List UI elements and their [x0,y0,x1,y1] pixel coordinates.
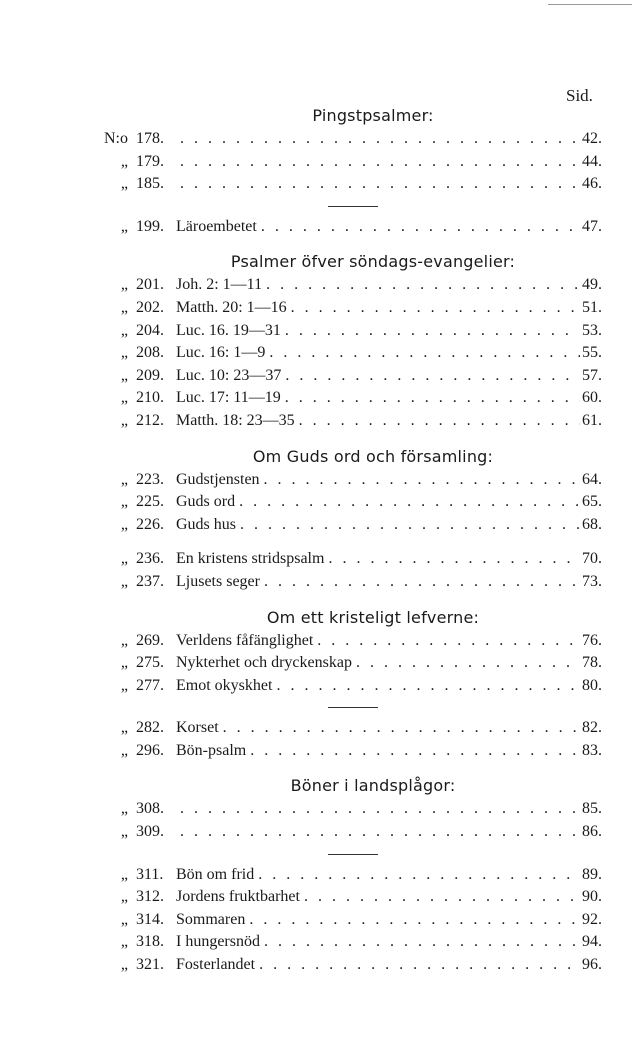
section-divider [0,844,632,864]
entry-number: 208. [136,344,164,362]
toc-entry [0,491,632,514]
entry-body [176,216,602,239]
entry-page-number: 92. [582,910,602,928]
entry-page-number: 90. [582,888,602,906]
entry-page-number: 85. [582,800,602,818]
toc-entry [0,469,632,492]
entry-number: 308. [136,800,164,818]
entry-number: 321. [136,956,164,974]
page-column-label: Sid. [566,86,593,105]
entry-prefix: „ [120,956,128,974]
entry-page-number: 73. [582,572,602,590]
entry-prefix: „ [120,217,128,235]
toc-entry [0,886,632,909]
entry-page-number: 60. [582,389,602,407]
entry-body [176,652,602,675]
entry-body [176,387,602,410]
entry-page-number: 78. [582,654,602,672]
entry-title: Ljusets seger [176,572,260,590]
entry-title: I hungersnöd [176,933,260,951]
entry-number: 210. [136,389,164,407]
entry-number: 225. [136,493,164,511]
entry-page-number: 70. [582,550,602,568]
dot-leader [269,342,580,365]
dot-leader [258,864,580,887]
section-heading: Pingstpsalmer: [312,106,434,125]
dot-leader [304,886,580,909]
section-heading: Om ett kristeligt lefverne: [266,607,480,627]
dot-leader [250,740,580,763]
dot-leader [299,410,580,433]
entry-number: 201. [136,276,164,294]
entry-body [176,342,602,365]
entry-number: 309. [136,823,164,841]
entry-number: 237. [136,572,164,590]
toc-entry [0,798,632,821]
entry-title: Korset [176,719,219,737]
entry-prefix: „ [120,366,128,384]
entry-prefix: „ [120,175,128,193]
toc-entry [0,410,632,433]
entry-body [176,571,602,594]
entry-prefix: „ [120,865,128,883]
entry-number: 209. [136,366,164,384]
toc-entry [0,909,632,932]
entry-title: Bön om frid [176,865,255,883]
entry-body [176,931,602,954]
entry-prefix: „ [120,910,128,928]
entry-number: 202. [136,298,164,316]
entry-body [176,717,602,740]
toc-entry [0,387,632,410]
entry-title: Matth. 20: 1—16 [176,298,287,316]
entry-number: 269. [136,631,164,649]
entry-prefix: „ [120,493,128,511]
section-divider [0,697,632,717]
entry-title: Verldens fåfänglighet [176,631,314,649]
entry-body [176,548,602,571]
entry-page-number: 96. [582,956,602,974]
entry-title: Luc. 16. 19—31 [176,321,281,339]
section-gap [0,238,632,250]
entry-prefix: „ [120,631,128,649]
entry-title: Sommaren [176,910,246,928]
entry-prefix: „ [120,719,128,737]
section-heading: Böner i landsplågor: [290,776,456,796]
entry-number: 226. [136,515,164,533]
dot-leader [285,365,580,388]
entry-page-number: 86. [582,823,602,841]
entry-prefix: „ [120,572,128,590]
entry-page-number: 76. [582,631,602,649]
entry-number: 236. [136,550,164,568]
dot-leader [180,128,580,151]
toc-entry [0,151,632,174]
entry-title: Gudstjensten [176,470,260,488]
dot-leader [180,173,580,196]
entry-body [176,864,602,887]
toc-entry [0,128,632,151]
dot-leader [276,675,580,698]
dot-leader [249,909,580,932]
dot-leader [261,216,580,239]
entry-page-number: 49. [582,276,602,294]
entry-prefix: „ [120,470,128,488]
entry-number: 223. [136,470,164,488]
toc-entry [0,514,632,537]
entry-prefix: „ [120,152,128,170]
entry-number: 296. [136,741,164,759]
section-gap [0,594,632,606]
entry-title: Läroembetet [176,217,257,235]
toc-entry [0,954,632,977]
entry-number: 185. [136,175,164,193]
entry-body [176,954,602,977]
entry-number: 204. [136,321,164,339]
entry-title: Luc. 16: 1—9 [176,344,266,362]
entry-title: Bön-psalm [176,741,247,759]
entry-body [176,630,602,653]
entry-prefix: „ [120,298,128,316]
entry-number: 311. [136,865,164,883]
section-gap [0,762,632,774]
entry-page-number: 44. [582,152,602,170]
entry-number: 275. [136,654,164,672]
entry-body [176,151,602,174]
entry-page-number: 55. [582,344,602,362]
toc-entry [0,365,632,388]
entry-prefix: „ [120,411,128,429]
dot-leader [356,652,580,675]
entry-body [176,274,602,297]
section-gap [0,536,632,548]
dot-leader [285,387,580,410]
dot-leader [266,274,580,297]
entry-title: Guds ord [176,493,236,511]
entry-prefix: „ [120,276,128,294]
entry-prefix: „ [120,823,128,841]
entry-page-number: 51. [582,298,602,316]
entry-body [176,365,602,388]
dot-leader [180,821,580,844]
toc-entry [0,652,632,675]
entry-body [176,514,602,537]
entry-body [176,320,602,343]
dot-leader [264,571,580,594]
entry-page-number: 83. [582,741,602,759]
entry-number: 277. [136,676,164,694]
entry-title: Emot okyskhet [176,676,273,694]
toc-entry [0,297,632,320]
entry-number: 199. [136,217,164,235]
dot-leader [291,297,580,320]
entry-number: 179. [136,152,164,170]
entry-body [176,886,602,909]
section-heading: Psalmer öfver söndags-evangelier: [230,252,516,272]
entry-number: 312. [136,888,164,906]
section-divider [0,196,632,216]
toc-entry [0,740,632,763]
entry-number: 314. [136,910,164,928]
entry-prefix: „ [120,550,128,568]
entry-page-number: 82. [582,719,602,737]
entry-title: Nykterhet och dryckenskap [176,654,352,672]
entry-page-number: 57. [582,366,602,384]
toc-entry [0,571,632,594]
toc-entry [0,630,632,653]
toc-entry [0,216,632,239]
entry-body [176,821,602,844]
dot-leader [317,630,580,653]
toc-entry [0,320,632,343]
section-gap [0,433,632,445]
entry-title: Jordens fruktbarhet [176,888,300,906]
entry-body [176,740,602,763]
entry-body [176,491,602,514]
entry-title: En kristens stridspsalm [176,550,325,568]
entry-body [176,909,602,932]
dot-leader [285,320,580,343]
entry-page-number: 46. [582,175,602,193]
entry-prefix: „ [120,321,128,339]
entry-body [176,798,602,821]
dot-leader [264,931,580,954]
toc-entry [0,717,632,740]
entry-prefix: N:o [104,130,128,147]
entry-prefix: „ [120,800,128,818]
toc-entry [0,173,632,196]
entry-prefix: „ [120,344,128,362]
toc-entry [0,864,632,887]
table-of-contents [0,104,632,977]
entry-title: Fosterlandet [176,956,256,974]
entry-page-number: 61. [582,411,602,429]
entry-number: 318. [136,933,164,951]
entry-prefix: „ [120,389,128,407]
entry-number: 178. [136,130,164,147]
toc-entry [0,821,632,844]
toc-entry [0,342,632,365]
toc-entry [0,931,632,954]
dot-leader [264,469,580,492]
entry-body [176,128,602,151]
toc-entry [0,274,632,297]
entry-body [176,675,602,698]
toc-entry [0,548,632,571]
dot-leader [240,514,580,537]
entry-page-number: 80. [582,676,602,694]
entry-body [176,297,602,320]
dot-leader [259,954,580,977]
entry-page-number: 42. [582,130,602,147]
entry-page-number: 47. [582,217,602,235]
dot-leader [180,798,580,821]
entry-page-number: 64. [582,470,602,488]
entry-prefix: „ [120,515,128,533]
entry-page-number: 94. [582,933,602,951]
dot-leader [239,491,580,514]
entry-body [176,469,602,492]
entry-title: Luc. 10: 23—37 [176,366,282,384]
entry-prefix: „ [120,933,128,951]
entry-page-number: 65. [582,493,602,511]
entry-number: 282. [136,719,164,737]
dot-leader [328,548,580,571]
dot-leader [180,151,580,174]
top-edge-rule [548,4,632,5]
dot-leader [223,717,580,740]
entry-title: Luc. 17: 11—19 [176,389,281,407]
entry-title: Joh. 2: 1—11 [176,276,263,294]
entry-number: 212. [136,411,164,429]
section-heading: Om Guds ord och församling: [252,446,494,466]
entry-prefix: „ [120,654,128,672]
toc-entry [0,675,632,698]
entry-page-number: 89. [582,865,602,883]
entry-prefix: „ [120,741,128,759]
entry-page-number: 53. [582,321,602,339]
entry-body [176,173,602,196]
entry-page-number: 68. [582,515,602,533]
entry-body [176,410,602,433]
entry-title: Guds hus [176,515,237,533]
entry-prefix: „ [120,676,128,694]
entry-title: Matth. 18: 23—35 [176,411,295,429]
entry-prefix: „ [120,888,128,906]
